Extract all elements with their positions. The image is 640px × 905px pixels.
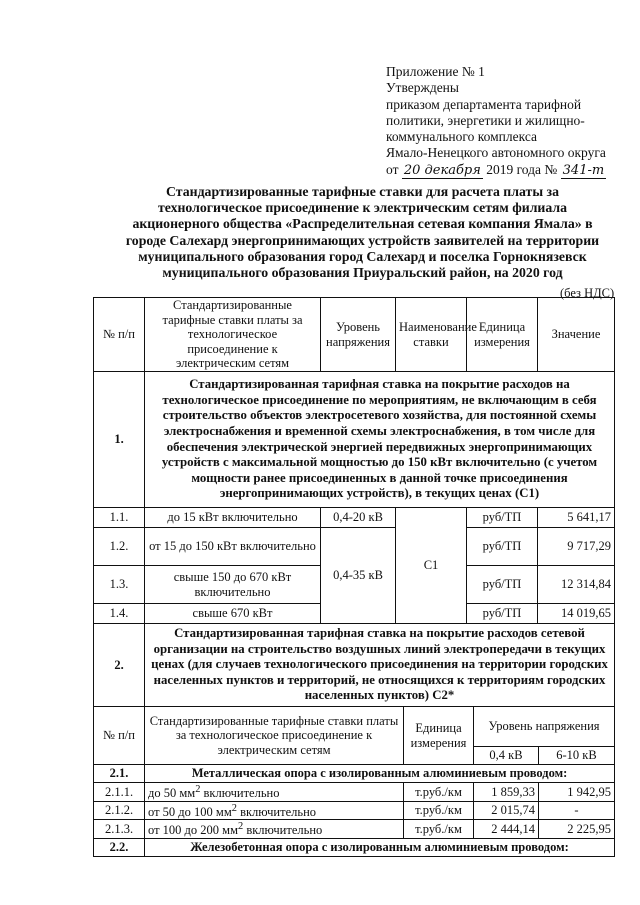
subsection-row bbox=[94, 765, 615, 783]
header-unit: Единица измерения bbox=[404, 707, 474, 765]
row-num: 1.3. bbox=[94, 566, 145, 604]
approval-text-line: Ямало-Ненецкого автономного округа bbox=[386, 145, 606, 161]
table-row bbox=[94, 528, 615, 566]
tariff-table-2 bbox=[93, 706, 615, 857]
row-value: 5 641,17 bbox=[538, 508, 615, 528]
row-value-04: 2 444,14 bbox=[474, 820, 539, 839]
row-unit: руб/ТП bbox=[467, 528, 538, 566]
approval-text-line: коммунального комплекса bbox=[386, 129, 537, 145]
row-value-6-10: 1 942,95 bbox=[539, 783, 615, 802]
date-prefix: от bbox=[386, 161, 399, 177]
row-unit: руб/ТП bbox=[467, 508, 538, 528]
table-row bbox=[94, 508, 615, 528]
row-num: 1.4. bbox=[94, 604, 145, 624]
handwritten-date: 20 декабря bbox=[403, 162, 481, 178]
section-num: 2. bbox=[94, 624, 145, 707]
approval-text-line: приказом департамента тарифной bbox=[386, 96, 582, 112]
subsection-text: Металлическая опора с изолированным алюминиевым проводом: bbox=[145, 765, 615, 783]
row-value: 9 717,29 bbox=[538, 528, 615, 566]
table-row bbox=[94, 783, 615, 802]
document-title: Стандартизированные тарифные ставки для расчета платы за технологическое присоединение к электрическим сетям филиала акционерного общества «Распределительная сетевая компания Ямала» в городе Салехард энергопринимающих устройств заявителей на территории муниципального образования город Салехард и поселка Горнокнязевск муниципального образования Приуральский район, на 2020 год bbox=[125, 184, 600, 281]
rate-name-c1: С1 bbox=[396, 508, 467, 624]
row-desc: свыше 670 кВт bbox=[145, 604, 321, 624]
section-row bbox=[94, 624, 615, 707]
row-num: 1.1. bbox=[94, 508, 145, 528]
row-unit: т.руб./км bbox=[404, 801, 474, 820]
table-header-row bbox=[94, 707, 615, 747]
vat-note: (без НДС) bbox=[560, 286, 615, 300]
approved-label: Утверждены bbox=[386, 80, 459, 96]
header-voltage-6-10: 6-10 кВ bbox=[539, 747, 615, 765]
row-value-6-10: - bbox=[539, 801, 615, 820]
subsection-text: Железобетонная опора с изолированным алюминиевым проводом: bbox=[145, 838, 615, 856]
row-value-04: 2 015,74 bbox=[474, 801, 539, 820]
header-voltage-04: 0,4 кВ bbox=[474, 747, 539, 765]
approval-text-line: политики, энергетики и жилищно- bbox=[386, 112, 585, 128]
row-value-04: 1 859,33 bbox=[474, 783, 539, 802]
header-voltage: Уровень напряжения bbox=[321, 298, 396, 372]
table-row bbox=[94, 801, 615, 820]
row-unit: т.руб./км bbox=[404, 783, 474, 802]
header-rates: Стандартизированные тарифные ставки платы за технологическое присоединение к электрическим сетям bbox=[145, 707, 404, 765]
row-value: 14 019,65 bbox=[538, 604, 615, 624]
row-num: 2.1.2. bbox=[94, 801, 145, 820]
table-row bbox=[94, 820, 615, 839]
table-header-row bbox=[94, 298, 615, 372]
row-value-6-10: 2 225,95 bbox=[539, 820, 615, 839]
row-desc: от 100 до 200 $мм^2$ включительно bbox=[145, 820, 404, 839]
row-desc: свыше 150 до 670 кВт включительно bbox=[145, 566, 321, 604]
section-row bbox=[94, 372, 615, 508]
header-value: Значение bbox=[538, 298, 615, 372]
subsection-num: 2.1. bbox=[94, 765, 145, 783]
header-rates: Стандартизированные тарифные ставки платы за технологическое присоединение к электрическим сетям bbox=[145, 298, 321, 372]
row-voltage: 0,4-35 кВ bbox=[321, 528, 396, 624]
row-desc: от 50 до 100 $мм^2$ включительно bbox=[145, 801, 404, 820]
tariff-table-1 bbox=[93, 297, 615, 707]
subsection-num: 2.2. bbox=[94, 838, 145, 856]
row-num: 2.1.3. bbox=[94, 820, 145, 839]
row-desc: до 50 $мм^2$ включительно bbox=[145, 783, 404, 802]
subsection-row bbox=[94, 838, 615, 856]
row-voltage: 0,4-20 кВ bbox=[321, 508, 396, 528]
header-unit: Единица измерения bbox=[467, 298, 538, 372]
section-num: 1. bbox=[94, 372, 145, 508]
section-text: Стандартизированная тарифная ставка на покрытие расходов на технологическое присоединение по мероприятиям, не включающим в себя строительство объектов электросетевого хозяйства, для постоянной схемы электроснабжения и временной схемы электроснабжения, в том числе для обеспечения электрической энергией передвижных энергопринимающих устройств с максимальной мощностью до 150 кВт включительно (с учетом мощности ранее присоединенных в данной точке присоединения энергопринимающих устройств), в текущих ценах (С1) bbox=[145, 372, 615, 508]
date-suffix: 2019 года № bbox=[486, 161, 558, 177]
row-num: 2.1.1. bbox=[94, 783, 145, 802]
appendix-label: Приложение № 1 bbox=[386, 64, 485, 79]
header-rate-name: Наименование ставки bbox=[396, 298, 467, 372]
header-num: № п/п bbox=[94, 298, 145, 372]
row-unit: руб/ТП bbox=[467, 566, 538, 604]
row-unit: т.руб./км bbox=[404, 820, 474, 839]
row-num: 1.2. bbox=[94, 528, 145, 566]
handwritten-order-number: 341-т bbox=[562, 162, 605, 178]
row-desc: от 15 до 150 кВт включительно bbox=[145, 528, 321, 566]
section-text: Стандартизированная тарифная ставка на покрытие расходов сетевой организации на строительство воздушных линий электропередачи в текущих ценах (для случаев технологического присоединения на территории городских населенных пунктов и территорий, не относящихся к территориям городских населенных пунктов) С2* bbox=[145, 624, 615, 707]
header-voltage: Уровень напряжения bbox=[474, 707, 615, 747]
approval-date-line bbox=[386, 162, 626, 179]
row-value: 12 314,84 bbox=[538, 566, 615, 604]
header-num: № п/п bbox=[94, 707, 145, 765]
row-unit: руб/ТП bbox=[467, 604, 538, 624]
row-desc: до 15 кВт включительно bbox=[145, 508, 321, 528]
approval-block bbox=[386, 64, 626, 179]
